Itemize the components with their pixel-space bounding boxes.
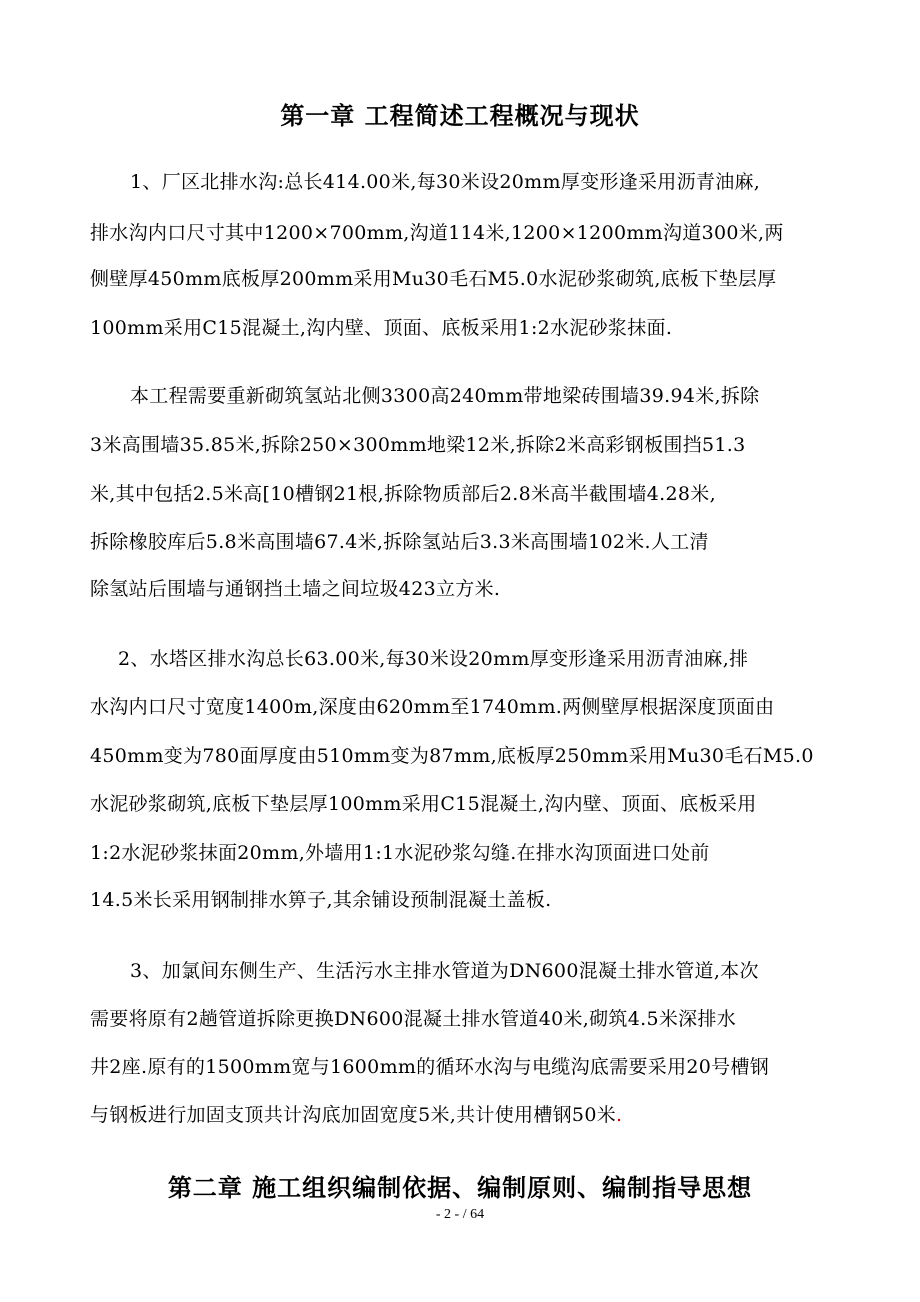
paragraph-line: 排水沟内口尺寸其中1200×700mm,沟道114米,1200×1200mm沟道300米,两	[90, 222, 784, 244]
page-number: - 2 - / 64	[435, 1207, 485, 1222]
paragraph-line: 本工程需要重新砌筑氢站北侧3300高240mm带地梁砖围墙39.94米,拆除	[130, 385, 760, 407]
paragraph-line: 2、水塔区排水沟总长63.00米,每30米设20mm厚变形逢采用沥青油麻,排	[118, 648, 749, 670]
paragraph-line: 拆除橡胶库后5.8米高围墙67.4米,拆除氢站后3.3米高围墙102米.人工清	[90, 531, 709, 553]
paragraph-line: 除氢站后围墙与通钢挡土墙之间垃圾423立方米.	[90, 578, 501, 600]
paragraph-line: 100mm采用C15混凝土,沟内壁、顶面、底板采用1:2水泥砂浆抹面.	[90, 317, 673, 339]
paragraph-line: 3、加氯间东侧生产、生活污水主排水管道为DN600混凝土排水管道,本次	[130, 960, 759, 982]
paragraph-line: 450mm变为780面厚度由510mm变为87mm,底板厚250mm采用Mu30毛石M5.0	[90, 745, 814, 767]
trailing-period-mark: .	[616, 1104, 623, 1126]
paragraph-line: 侧壁厚450mm底板厚200mm采用Mu30毛石M5.0水泥砂浆砌筑,底板下垫层厚	[90, 268, 777, 290]
paragraph-line	[90, 1100, 622, 1130]
paragraph-line-text: 与钢板进行加固支顶共计沟底加固宽度5米,共计使用槽钢50米	[90, 1104, 617, 1126]
paragraph-line: 井2座.原有的1500mm宽与1600mm的循环水沟与电缆沟底需要采用20号槽钢	[90, 1056, 770, 1078]
chapter-1-title: 第一章 工程简述工程概况与现状	[280, 102, 640, 130]
paragraph-line: 需要将原有2趟管道拆除更换DN600混凝土排水管道40米,砌筑4.5米深排水	[90, 1008, 737, 1030]
paragraph-line: 1、厂区北排水沟:总长414.00米,每30米设20mm厚变形逢采用沥青油麻,	[130, 171, 761, 193]
paragraph-line: 1:2水泥砂浆抹面20mm,外墙用1:1水泥砂浆勾缝.在排水沟顶面进口处前	[90, 842, 710, 864]
paragraph-line: 14.5米长采用钢制排水箅子,其余铺设预制混凝土盖板.	[90, 889, 552, 911]
paragraph-line: 米,其中包括2.5米高[10槽钢21根,拆除物质部后2.8米高半截围墙4.28米,	[90, 483, 716, 505]
paragraph-line: 水泥砂浆砌筑,底板下垫层厚100mm采用C15混凝土,沟内壁、顶面、底板采用	[90, 793, 757, 815]
paragraph-line: 水沟内口尺寸宽度1400m,深度由620mm至1740mm.两侧壁厚根据深度顶面由	[90, 696, 775, 718]
chapter-2-title: 第二章 施工组织编制依据、编制原则、编制指导思想	[167, 1174, 753, 1202]
paragraph-line: 3米高围墙35.85米,拆除250×300mm地梁12米,拆除2米高彩钢板围挡51.3	[90, 434, 746, 456]
